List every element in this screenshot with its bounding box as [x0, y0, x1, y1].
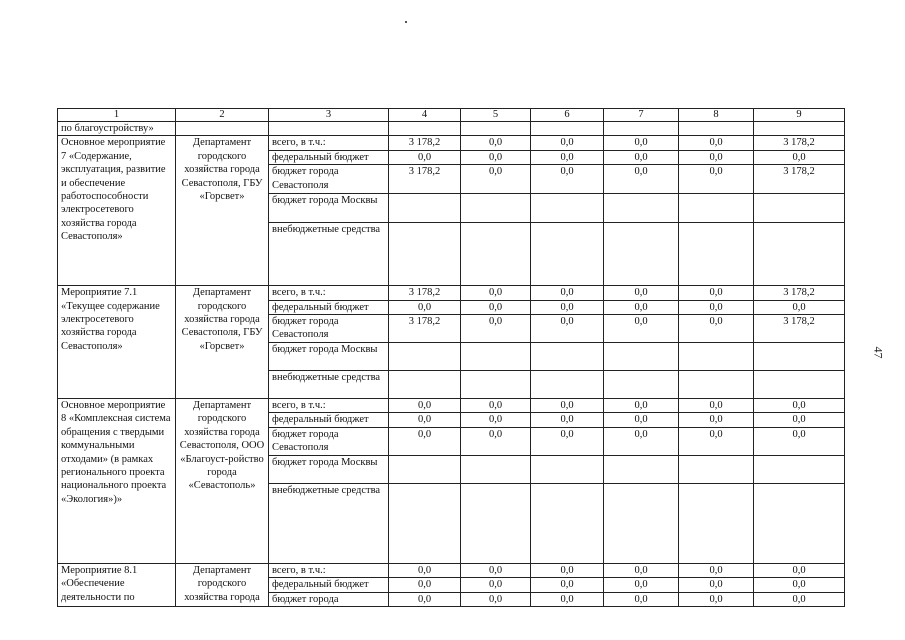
value-cell: 0,0 [461, 578, 531, 592]
value-cell [754, 343, 845, 371]
value-cell: 0,0 [389, 578, 461, 592]
empty-cell [679, 122, 754, 136]
value-cell: 0,0 [461, 427, 531, 455]
header-cell: 7 [604, 109, 679, 122]
value-cell: 0,0 [461, 165, 531, 194]
value-cell [679, 483, 754, 563]
value-cell: 0,0 [679, 413, 754, 427]
value-cell: 3 178,2 [389, 136, 461, 150]
value-cell: 0,0 [754, 300, 845, 314]
funding-source: бюджет города Москвы [269, 343, 389, 371]
value-cell: 0,0 [531, 578, 604, 592]
empty-cell [389, 122, 461, 136]
value-cell: 0,0 [679, 563, 754, 577]
value-cell: 0,0 [531, 165, 604, 194]
value-cell [531, 194, 604, 223]
value-cell: 0,0 [604, 427, 679, 455]
funding-source: бюджет города Севастополя [269, 315, 389, 343]
funding-source: бюджет города Севастополя [269, 165, 389, 194]
value-cell: 0,0 [389, 413, 461, 427]
table-row [58, 136, 845, 150]
value-cell: 0,0 [461, 315, 531, 343]
value-cell: 0,0 [531, 399, 604, 413]
value-cell [604, 371, 679, 399]
value-cell [754, 455, 845, 483]
activity-name: Мероприятие 7.1 «Текущее содержание электросетевого хозяйства города Севастополя» [58, 286, 176, 399]
funding-source: внебюджетные средства [269, 223, 389, 286]
value-cell: 0,0 [389, 563, 461, 577]
value-cell: 0,0 [389, 399, 461, 413]
funding-source: всего, в т.ч.: [269, 136, 389, 150]
value-cell: 0,0 [389, 427, 461, 455]
value-cell: 0,0 [604, 300, 679, 314]
value-cell: 0,0 [531, 592, 604, 606]
value-cell [461, 483, 531, 563]
value-cell: 0,0 [679, 165, 754, 194]
funding-source: всего, в т.ч.: [269, 286, 389, 300]
empty-cell [461, 122, 531, 136]
value-cell: 0,0 [679, 427, 754, 455]
value-cell: 3 178,2 [754, 165, 845, 194]
value-cell [531, 455, 604, 483]
funding-source: федеральный бюджет [269, 413, 389, 427]
value-cell [604, 483, 679, 563]
funding-source: федеральный бюджет [269, 578, 389, 592]
value-cell: 0,0 [604, 150, 679, 164]
value-cell: 0,0 [604, 286, 679, 300]
value-cell: 0,0 [754, 399, 845, 413]
value-cell: 0,0 [531, 427, 604, 455]
header-cell: 5 [461, 109, 531, 122]
value-cell [679, 455, 754, 483]
value-cell [754, 223, 845, 286]
funding-source: всего, в т.ч.: [269, 399, 389, 413]
value-cell: 0,0 [754, 413, 845, 427]
value-cell: 0,0 [461, 300, 531, 314]
value-cell: 0,0 [604, 413, 679, 427]
table-row [58, 399, 845, 413]
value-cell: 0,0 [604, 592, 679, 606]
value-cell [531, 371, 604, 399]
funding-source: бюджет города Москвы [269, 194, 389, 223]
value-cell: 0,0 [461, 592, 531, 606]
value-cell: 0,0 [679, 150, 754, 164]
value-cell: 0,0 [679, 315, 754, 343]
scan-speck [405, 21, 407, 23]
value-cell [604, 223, 679, 286]
funding-source: внебюджетные средства [269, 371, 389, 399]
continuation-row [58, 122, 845, 136]
value-cell [389, 483, 461, 563]
value-cell [604, 194, 679, 223]
header-cell: 9 [754, 109, 845, 122]
table-row [58, 563, 845, 577]
value-cell: 3 178,2 [389, 165, 461, 194]
value-cell [754, 194, 845, 223]
continuation-text: по благоустройству» [58, 122, 176, 136]
value-cell [754, 371, 845, 399]
funding-source: бюджет города [269, 592, 389, 606]
value-cell: 0,0 [679, 136, 754, 150]
header-cell: 1 [58, 109, 176, 122]
funding-source: всего, в т.ч.: [269, 563, 389, 577]
value-cell: 0,0 [461, 563, 531, 577]
value-cell: 0,0 [754, 427, 845, 455]
value-cell: 0,0 [531, 286, 604, 300]
value-cell [389, 223, 461, 286]
table-row [58, 286, 845, 300]
value-cell: 0,0 [531, 315, 604, 343]
value-cell: 3 178,2 [389, 315, 461, 343]
value-cell [679, 223, 754, 286]
value-cell: 0,0 [461, 136, 531, 150]
value-cell: 0,0 [754, 592, 845, 606]
value-cell: 0,0 [531, 150, 604, 164]
value-cell: 0,0 [389, 592, 461, 606]
value-cell: 0,0 [604, 563, 679, 577]
funding-source: федеральный бюджет [269, 150, 389, 164]
executor-name: Департамент городского хозяйства города [176, 563, 269, 606]
executor-name: Департамент городского хозяйства города Севастополя, ООО «Благоуст-ройство города «Севастополь» [176, 399, 269, 564]
value-cell [389, 455, 461, 483]
value-cell: 0,0 [604, 136, 679, 150]
funding-source: бюджет города Москвы [269, 455, 389, 483]
value-cell: 0,0 [531, 563, 604, 577]
value-cell: 0,0 [754, 150, 845, 164]
value-cell [461, 343, 531, 371]
value-cell [679, 371, 754, 399]
header-cell: 6 [531, 109, 604, 122]
funding-source: бюджет города Севастополя [269, 427, 389, 455]
program-table [57, 108, 845, 607]
empty-cell [531, 122, 604, 136]
value-cell: 0,0 [531, 300, 604, 314]
activity-name: Мероприятие 8.1 «Обеспечение деятельности по [58, 563, 176, 606]
activity-name: Основное мероприятие 7 «Содержание, эксплуатация, развитие и обеспечение работоспособности электросетевого хозяйства города Севастополя» [58, 136, 176, 286]
value-cell: 0,0 [604, 399, 679, 413]
value-cell [461, 371, 531, 399]
value-cell [604, 455, 679, 483]
empty-cell [604, 122, 679, 136]
value-cell: 0,0 [531, 136, 604, 150]
value-cell [679, 343, 754, 371]
value-cell [754, 483, 845, 563]
empty-cell [754, 122, 845, 136]
page-number: 47 [871, 346, 886, 359]
value-cell [461, 455, 531, 483]
value-cell [389, 371, 461, 399]
executor-name: Департамент городского хозяйства города Севастополя, ГБУ «Горсвет» [176, 286, 269, 399]
value-cell: 0,0 [679, 592, 754, 606]
value-cell: 0,0 [389, 300, 461, 314]
value-cell: 0,0 [461, 150, 531, 164]
header-row [58, 109, 845, 122]
value-cell: 3 178,2 [754, 136, 845, 150]
value-cell: 0,0 [679, 399, 754, 413]
value-cell: 0,0 [754, 563, 845, 577]
value-cell: 3 178,2 [389, 286, 461, 300]
value-cell: 0,0 [679, 300, 754, 314]
value-cell: 0,0 [604, 165, 679, 194]
value-cell [461, 223, 531, 286]
funding-source: внебюджетные средства [269, 483, 389, 563]
header-cell: 8 [679, 109, 754, 122]
value-cell: 0,0 [461, 286, 531, 300]
value-cell: 0,0 [531, 413, 604, 427]
value-cell: 0,0 [679, 286, 754, 300]
empty-cell [176, 122, 269, 136]
value-cell [389, 343, 461, 371]
value-cell: 0,0 [604, 315, 679, 343]
value-cell [531, 223, 604, 286]
header-cell: 3 [269, 109, 389, 122]
value-cell [679, 194, 754, 223]
value-cell: 3 178,2 [754, 315, 845, 343]
value-cell: 0,0 [604, 578, 679, 592]
value-cell [531, 483, 604, 563]
activity-name: Основное мероприятие 8 «Комплексная система обращения с твердыми коммунальными отходами» (в рамках регионального проекта национального проекта «Экология»)» [58, 399, 176, 564]
value-cell: 0,0 [461, 413, 531, 427]
header-cell: 2 [176, 109, 269, 122]
value-cell: 3 178,2 [754, 286, 845, 300]
executor-name: Департамент городского хозяйства города Севастополя, ГБУ «Горсвет» [176, 136, 269, 286]
header-cell: 4 [389, 109, 461, 122]
value-cell: 0,0 [754, 578, 845, 592]
empty-cell [269, 122, 389, 136]
value-cell: 0,0 [679, 578, 754, 592]
value-cell [604, 343, 679, 371]
value-cell: 0,0 [461, 399, 531, 413]
value-cell [389, 194, 461, 223]
value-cell [461, 194, 531, 223]
funding-source: федеральный бюджет [269, 300, 389, 314]
value-cell [531, 343, 604, 371]
value-cell: 0,0 [389, 150, 461, 164]
